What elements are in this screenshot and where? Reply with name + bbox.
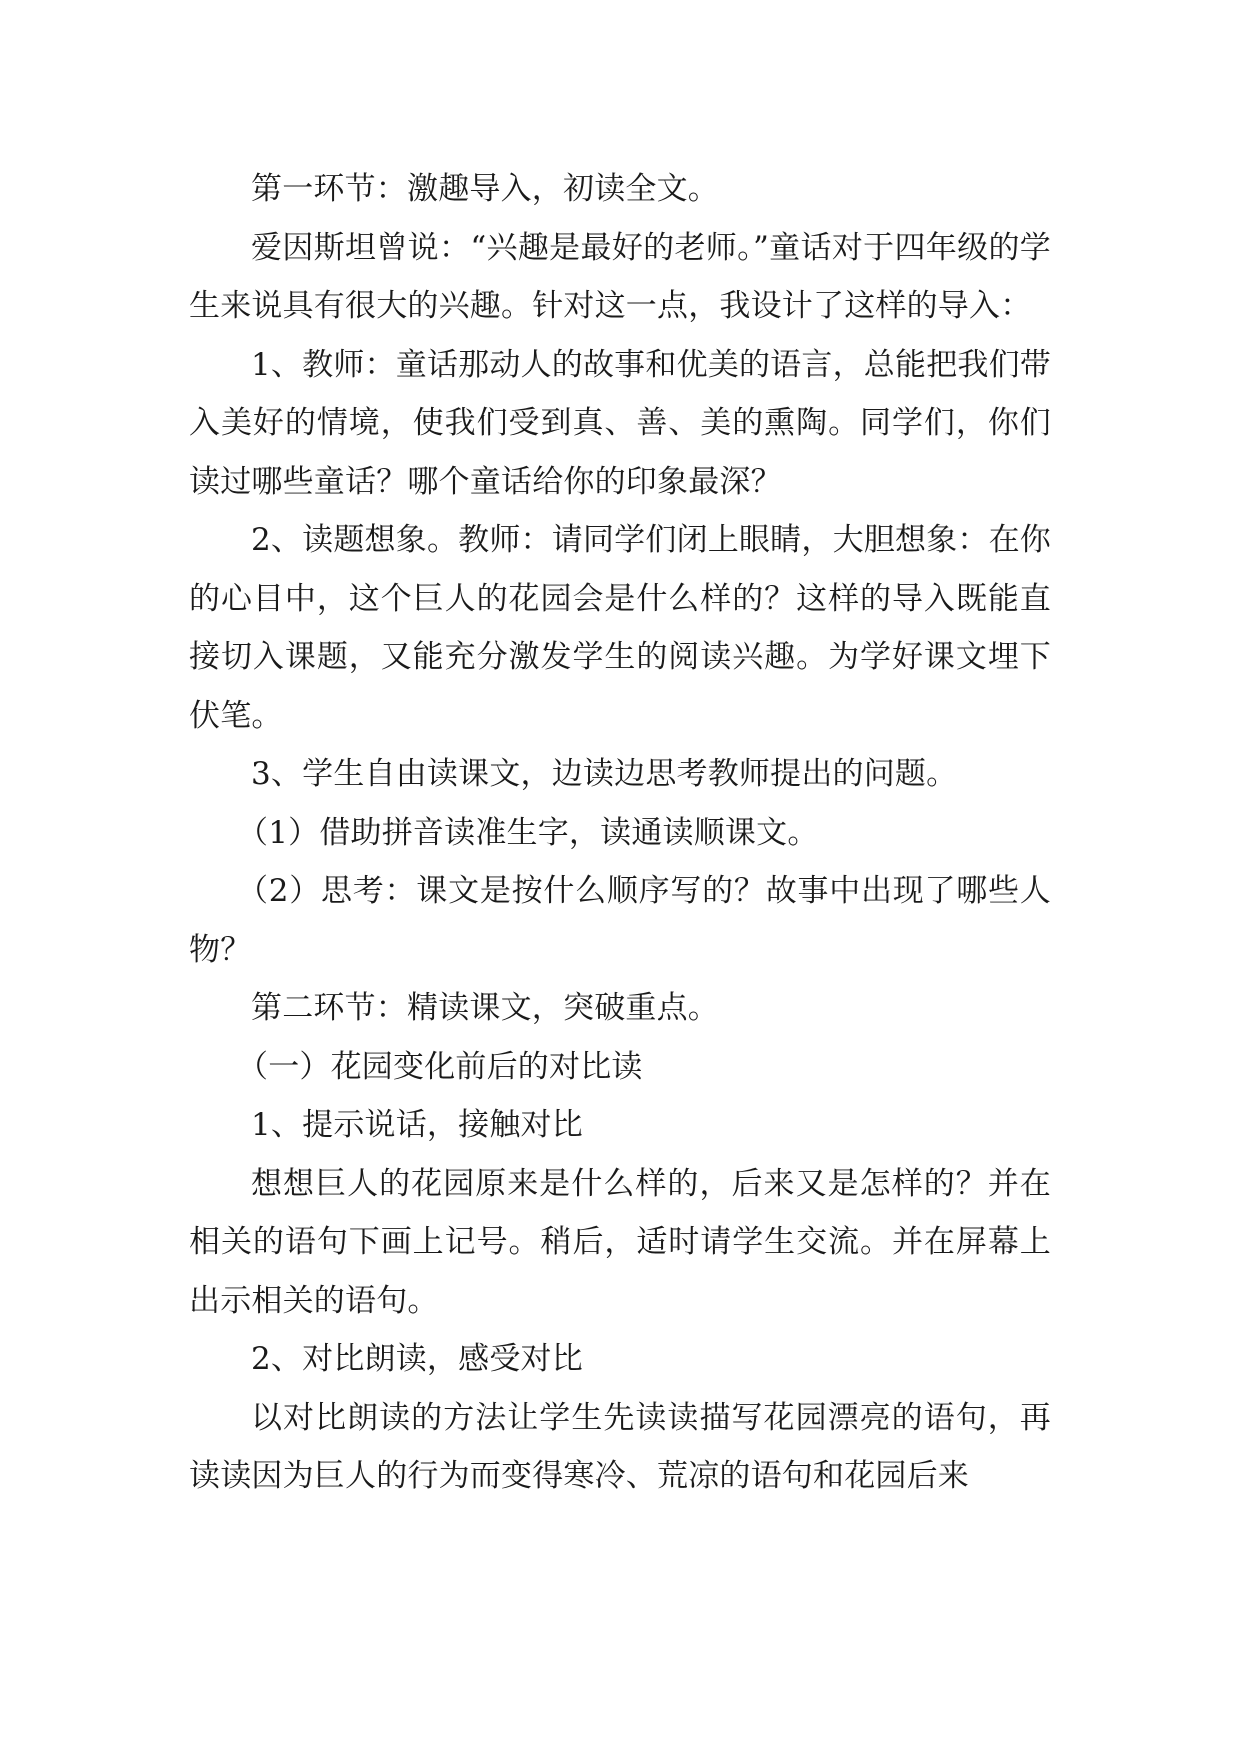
list-item-paragraph: 1、提示说话，接触对比	[251, 1107, 583, 1143]
list-item-paragraph: 3、学生自由读课文，边读边思考教师提出的问题。	[251, 756, 958, 792]
body-paragraph: 以对比朗读的方法让学生先读读描写花园漂亮的语句，再读读因为巨人的行为而变得寒冷、荒凉的语句和花园后来	[189, 1399, 1051, 1494]
list-item-paragraph: 2、读题想象。教师：请同学们闭上眼睛，大胆想象：在你的心目中，这个巨人的花园会是什么样的？这样的导入既能直接切入课题，又能充分激发学生的阅读兴趣。为学好课文埋下伏笔。	[189, 522, 1051, 734]
body-paragraph: 爱因斯坦曾说：“兴趣是最好的老师。”童话对于四年级的学生来说具有很大的兴趣。针对这一点，我设计了这样的导入：	[189, 229, 1051, 324]
document-body	[189, 160, 1051, 1506]
list-item-paragraph: 2、对比朗读，感受对比	[251, 1341, 583, 1377]
section-heading: 第一环节：激趣导入，初读全文。	[251, 171, 719, 207]
sub-item-paragraph: （1）借助拼音读准生字，读通读顺课文。	[237, 814, 819, 851]
body-paragraph: 想想巨人的花园原来是什么样的，后来又是怎样的？并在相关的语句下画上记号。稍后，适时请学生交流。并在屏幕上出示相关的语句。	[189, 1165, 1051, 1319]
sub-item-paragraph: （2）思考：课文是按什么顺序写的？故事中出现了哪些人物？	[189, 873, 1051, 968]
section-heading: 第二环节：精读课文，突破重点。	[251, 990, 719, 1026]
sub-item-paragraph: （一）花园变化前后的对比读	[237, 1048, 643, 1085]
list-item-paragraph: 1、教师：童话那动人的故事和优美的语言，总能把我们带入美好的情境，使我们受到真、善、美的熏陶。同学们，你们读过哪些童话？哪个童话给你的印象最深？	[189, 346, 1051, 500]
